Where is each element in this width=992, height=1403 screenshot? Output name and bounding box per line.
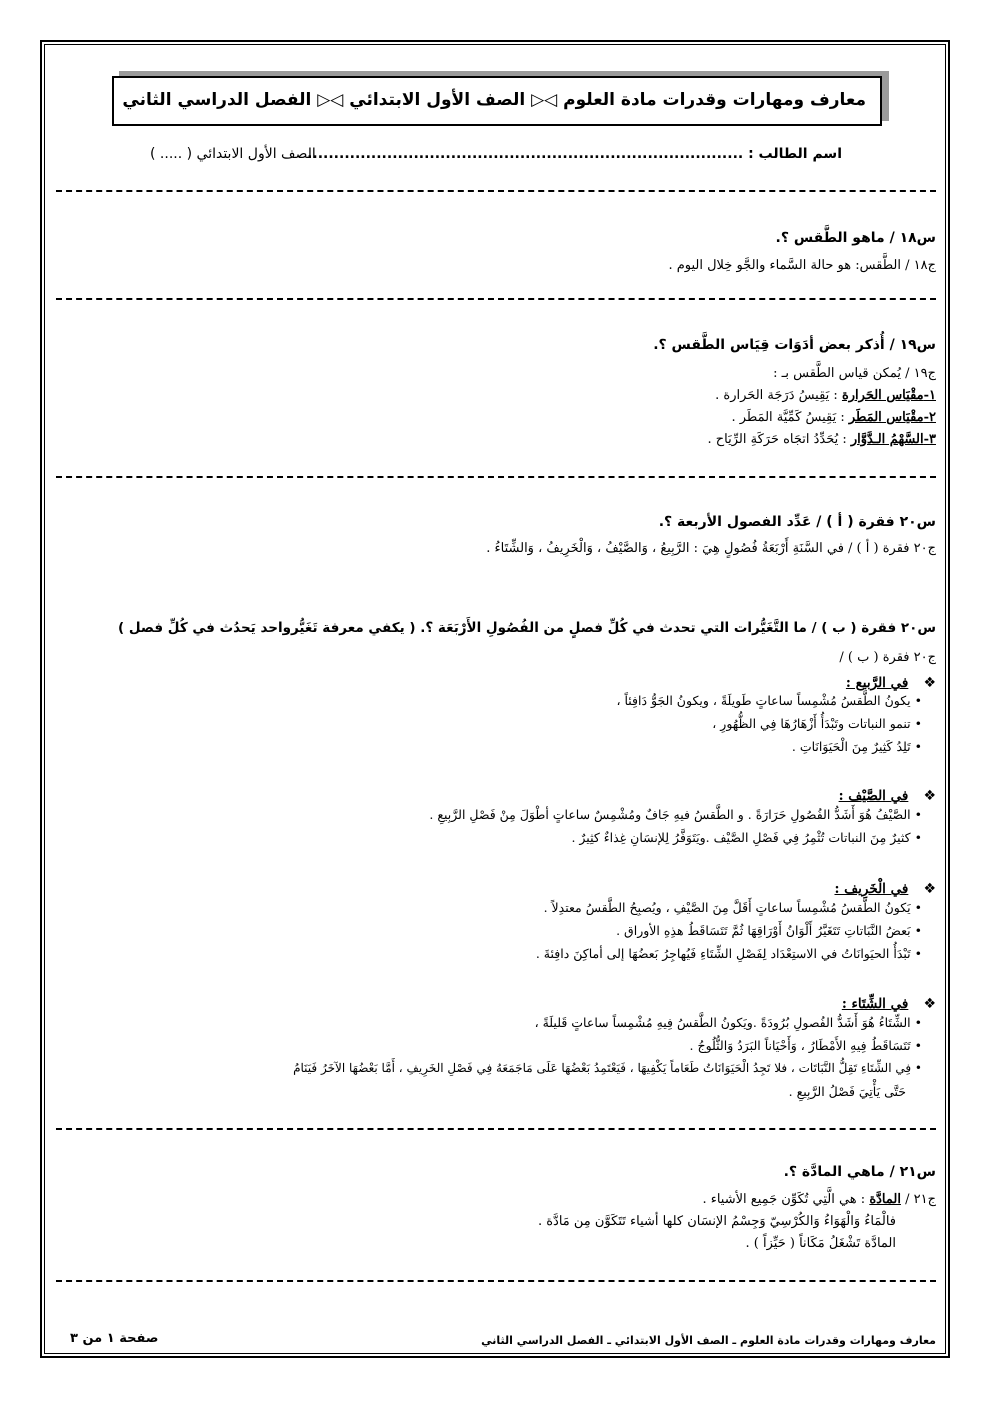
season-name: في الرَّبيع : bbox=[845, 675, 909, 691]
season-name: في الشِّتَاء : bbox=[841, 996, 909, 1012]
line-text: فِي الشِّتَاءِ تَقِلُّ النَّبَاتَات ، فلا تَجِدُ الْحَيَوَانَاتُ طَعَاماً يَكْفِيهَا ، فَيَعْتَمِدُ بَعْضُهَا عَلَى مَاجَمَعَهُ فِي فَصْلِ الخَرِيفِ ، أَمَّا بَعْضُهَا الآخَرُ فَيَنَامُ bbox=[293, 1061, 912, 1075]
q18-answer: ج١٨ / الطَّقس: هو حالة السَّماء والجَّو خِلال اليوم . bbox=[668, 258, 936, 273]
q19-question: س١٩ / أُذكر بعض أدَوَات قِيَاس الطَّقس ؟. bbox=[653, 337, 936, 353]
diamond-bullet-icon: ❖ bbox=[923, 788, 936, 804]
season-line: حَتَّى يَأْتِيَ فَصْلُ الرَّبِيعِ . bbox=[788, 1084, 906, 1099]
q19-intro: ج١٩ / يُمكن قياس الطَّقس بـ : bbox=[773, 366, 936, 381]
season-summer bbox=[839, 785, 936, 804]
footer-title: معارف ومهارات وقدرات مادة العلوم ـ الصف الأول الابتدائي ـ الفصل الدراسي الثاني bbox=[481, 1334, 936, 1347]
q19-item bbox=[707, 432, 936, 447]
season-winter bbox=[842, 993, 936, 1012]
item-number: ١- bbox=[923, 388, 936, 403]
line-text: بَعضُ النَّبَاتاتِ تَتَغَيَّرُ أَلْوَانُ أَوْرَاقِهَا ثُمَّ تَتَسَاقَطُ هذِهِ الأوراق . bbox=[616, 923, 911, 938]
season-line: • تَلِدُ كَثِيرٌ مِنَ الْحَيَوَانَاتِ . bbox=[791, 739, 922, 754]
line-text: الصَّيْفُ هُوَ أَشَدُّ الفُصُولِ حَرَارَةً . و الطَّقسُ فيهِ جَافٌ ومُشْمِسٌ ساعاتٍ أطْوَلَ مِنْ فَصْلِ الرَّبِيعِ . bbox=[429, 807, 911, 822]
q18-question: س١٨ / ماهو الطَّقس ؟. bbox=[775, 230, 936, 246]
season-line: • كثيرٌ مِنَ النباتات تُثْمِرُ فِي فَصْلِ الصَّيْف .ويَتَوَفَّرُ لِلإنسَانِ غِذاءٌ كثِيرٌ . bbox=[571, 830, 922, 845]
definition: : هي الَّتِي تُكَوِّن جَمِيع الأشياء . bbox=[702, 1192, 870, 1207]
divider bbox=[56, 298, 936, 300]
season-name: في الصَّيْف : bbox=[838, 788, 909, 804]
q20a-answer: ج٢٠ فقرة ( أ ) / في السَّنَةِ أَرْبَعَةُ فُصُولٍ هِيَ : الرَّبِيعُ ، وَالصَّيْفُ ، وَالْخَرِيفُ ، وَالشِّتَاءُ . bbox=[486, 541, 936, 556]
line-text: تنمو النباتات وتَبْدَأُ أَزْهَارُهَا فِي الظُّهُورِ ، bbox=[712, 716, 911, 731]
item-term: مقْيَاس الحَرارة bbox=[841, 388, 924, 403]
header-title-box bbox=[112, 76, 882, 126]
season-line: • بَعضُ النَّبَاتاتِ تَتَغَيَّرُ أَلْوَانُ أَوْرَاقِهَا ثُمَّ تَتَسَاقَطُ هذِهِ الأوراق . bbox=[616, 923, 922, 938]
season-line: • الشِّتَاءُ هُوَ أَشَدُّ الفُصولِ بُرُودَةً .ويَكونُ الطَّقسُ فِيهِ مُشْمِساً ساعاتٍ قَليلَةً ، bbox=[534, 1015, 922, 1030]
season-line: • تَتَسَاقَطُ فِيهِ الأَمْطَارُ ، وَأَحْيَاناً البَرَدُ وَالثُّلُوجُ . bbox=[689, 1038, 922, 1053]
page-number: صفحة ١ من ٣ bbox=[70, 1331, 159, 1346]
q21-line2: فالْمَاءُ وَالْهَوَاءُ وَالكُرْسِيّ وَجِسْمُ الإنسَان كلها أشياء تَتَكَوَّن مِن مَادَّة . bbox=[537, 1214, 896, 1229]
season-line: • فِي الشِّتَاءِ تَقِلُّ النَّبَاتَات ، فلا تَجِدُ الْحَيَوَانَاتُ طَعَاماً يَكْفِيهَا ، فَيَعْتَمِدُ بَعْضُهَا عَلَى مَاجَمَعَهُ فِي فَصْلِ الخَرِيفِ ، أَمَّا بَعْضُهَا الآخَرُ فَيَنَامُ bbox=[293, 1061, 922, 1075]
season-line: • تنمو النباتات وتَبْدَأُ أَزْهَارُهَا فِي الظُّهُورِ ، bbox=[712, 716, 922, 731]
answer-label: ج٢١ / bbox=[905, 1192, 936, 1207]
item-desc: : يَقِيسُ دَرَجَة الحَرارة . bbox=[715, 388, 842, 403]
q20b-question: س٢٠ فقرة ( ب ) / ما التَّغَيُّرات التي تحدث في كُلِّ فصلٍ من الفُصُولِ الأَرْبَعَة ؟. ( يكفي معرفة تَغَيُّرواحد يَحدُث في كُلِّ فصل ) bbox=[118, 620, 936, 636]
diamond-bullet-icon: ❖ bbox=[923, 996, 936, 1012]
line-text: يَكونُ الطَّقسُ مُشْمِساً ساعاتٍ أَقَلَّ مِنَ الصَّيْفِ ، ويُصبِحُ الطَّقسُ معتدِلاً . bbox=[543, 900, 911, 915]
season-autumn bbox=[834, 878, 936, 897]
term: المادَّة bbox=[869, 1192, 901, 1207]
line-text: يكونُ الطَّقسُ مُشْمِساً ساعاتٍ طَويلَةً ، ويكونُ الجَوُّ دَافِئاً ، bbox=[616, 693, 911, 708]
divider bbox=[56, 1128, 936, 1130]
item-number: ٢- bbox=[923, 410, 936, 425]
season-name: في الْخَرِيف : bbox=[834, 881, 909, 897]
q21-line3: المادَّة تَشْغَلُ مَكَاناً ( حَيِّزاً ) . bbox=[745, 1236, 896, 1251]
season-line: • الصَّيْفُ هُوَ أَشَدُّ الفُصُولِ حَرَارَةً . و الطَّقسُ فيهِ جَافٌ ومُشْمِسٌ ساعاتٍ أطْوَلَ مِنْ فَصْلِ الرَّبِيعِ . bbox=[429, 807, 922, 822]
season-line: • تَبْدَأُ الحيَوانَاتُ في الاستِعْدَاد لِفَصْلِ الشِّتَاءِ فَيُهاجِرُ بَعضُهَا إلى أماكِنَ دافِئةَ . bbox=[535, 946, 922, 961]
q21-answer bbox=[702, 1192, 936, 1207]
q20a-question: س٢٠ فقرة ( أ ) / عَدِّد الفصول الأربعة ؟. bbox=[658, 514, 936, 530]
line-text: تَبْدَأُ الحيَوانَاتُ في الاستِعْدَاد لِفَصْلِ الشِّتَاءِ فَيُهاجِرُ بَعضُهَا إلى أماكِنَ دافِئةَ . bbox=[535, 946, 911, 961]
item-desc: : يَقِيسُ كَمِّيَّة المَطَر . bbox=[731, 410, 849, 425]
divider bbox=[56, 1280, 936, 1282]
divider bbox=[56, 190, 936, 192]
item-desc: : يُحَدِّدُ اتجَاه حَرَكَةِ الرِّيَاح . bbox=[707, 432, 851, 447]
student-name-label: اسم الطالب : .................................................................................. bbox=[307, 146, 842, 162]
q19-item bbox=[731, 410, 936, 425]
line-text: تَتَسَاقَطُ فِيهِ الأَمْطَارُ ، وَأَحْيَاناً البَرَدُ وَالثُّلُوجُ . bbox=[689, 1038, 911, 1053]
season-line: • يكونُ الطَّقسُ مُشْمِساً ساعاتٍ طَويلَةً ، ويكونُ الجَوُّ دَافِئاً ، bbox=[616, 693, 922, 708]
line-text: الشِّتَاءُ هُوَ أَشَدُّ الفُصولِ بُرُودَةً .ويَكونُ الطَّقسُ فِيهِ مُشْمِساً ساعاتٍ قَليلَةً ، bbox=[534, 1015, 911, 1030]
q20b-answer-label: ج٢٠ فقرة ( ب ) / bbox=[839, 650, 936, 665]
item-term: السَّهْمُ الـدَّوَّار bbox=[850, 432, 924, 447]
q21-question: س٢١ / ماهي المادَّة ؟. bbox=[783, 1164, 936, 1180]
season-spring bbox=[846, 672, 936, 691]
item-number: ٣- bbox=[923, 432, 936, 447]
season-line: • يَكونُ الطَّقسُ مُشْمِساً ساعاتٍ أَقَلَّ مِنَ الصَّيْفِ ، ويُصبِحُ الطَّقسُ معتدِلاً . bbox=[543, 900, 922, 915]
diamond-bullet-icon: ❖ bbox=[923, 881, 936, 897]
grade-label: الصف الأول الابتدائي ( ..... ) bbox=[150, 146, 316, 162]
item-term: مقْيَاس المَطَر bbox=[848, 410, 924, 425]
header-title: معارف ومهارات وقدرات مادة العلوم ◁▷ الصف الأول الابتدائي ◁▷ الفصل الدراسي الثاني bbox=[122, 90, 866, 110]
line-text: تَلِدُ كَثِيرٌ مِنَ الْحَيَوَانَاتِ . bbox=[791, 739, 911, 754]
diamond-bullet-icon: ❖ bbox=[923, 675, 936, 691]
q19-item bbox=[715, 388, 936, 403]
divider bbox=[56, 476, 936, 478]
line-text: كثيرٌ مِنَ النباتات تُثْمِرُ فِي فَصْلِ الصَّيْف .ويَتَوَفَّرُ لِلإنسَانِ غِذاءٌ كثِيرٌ . bbox=[571, 830, 911, 845]
